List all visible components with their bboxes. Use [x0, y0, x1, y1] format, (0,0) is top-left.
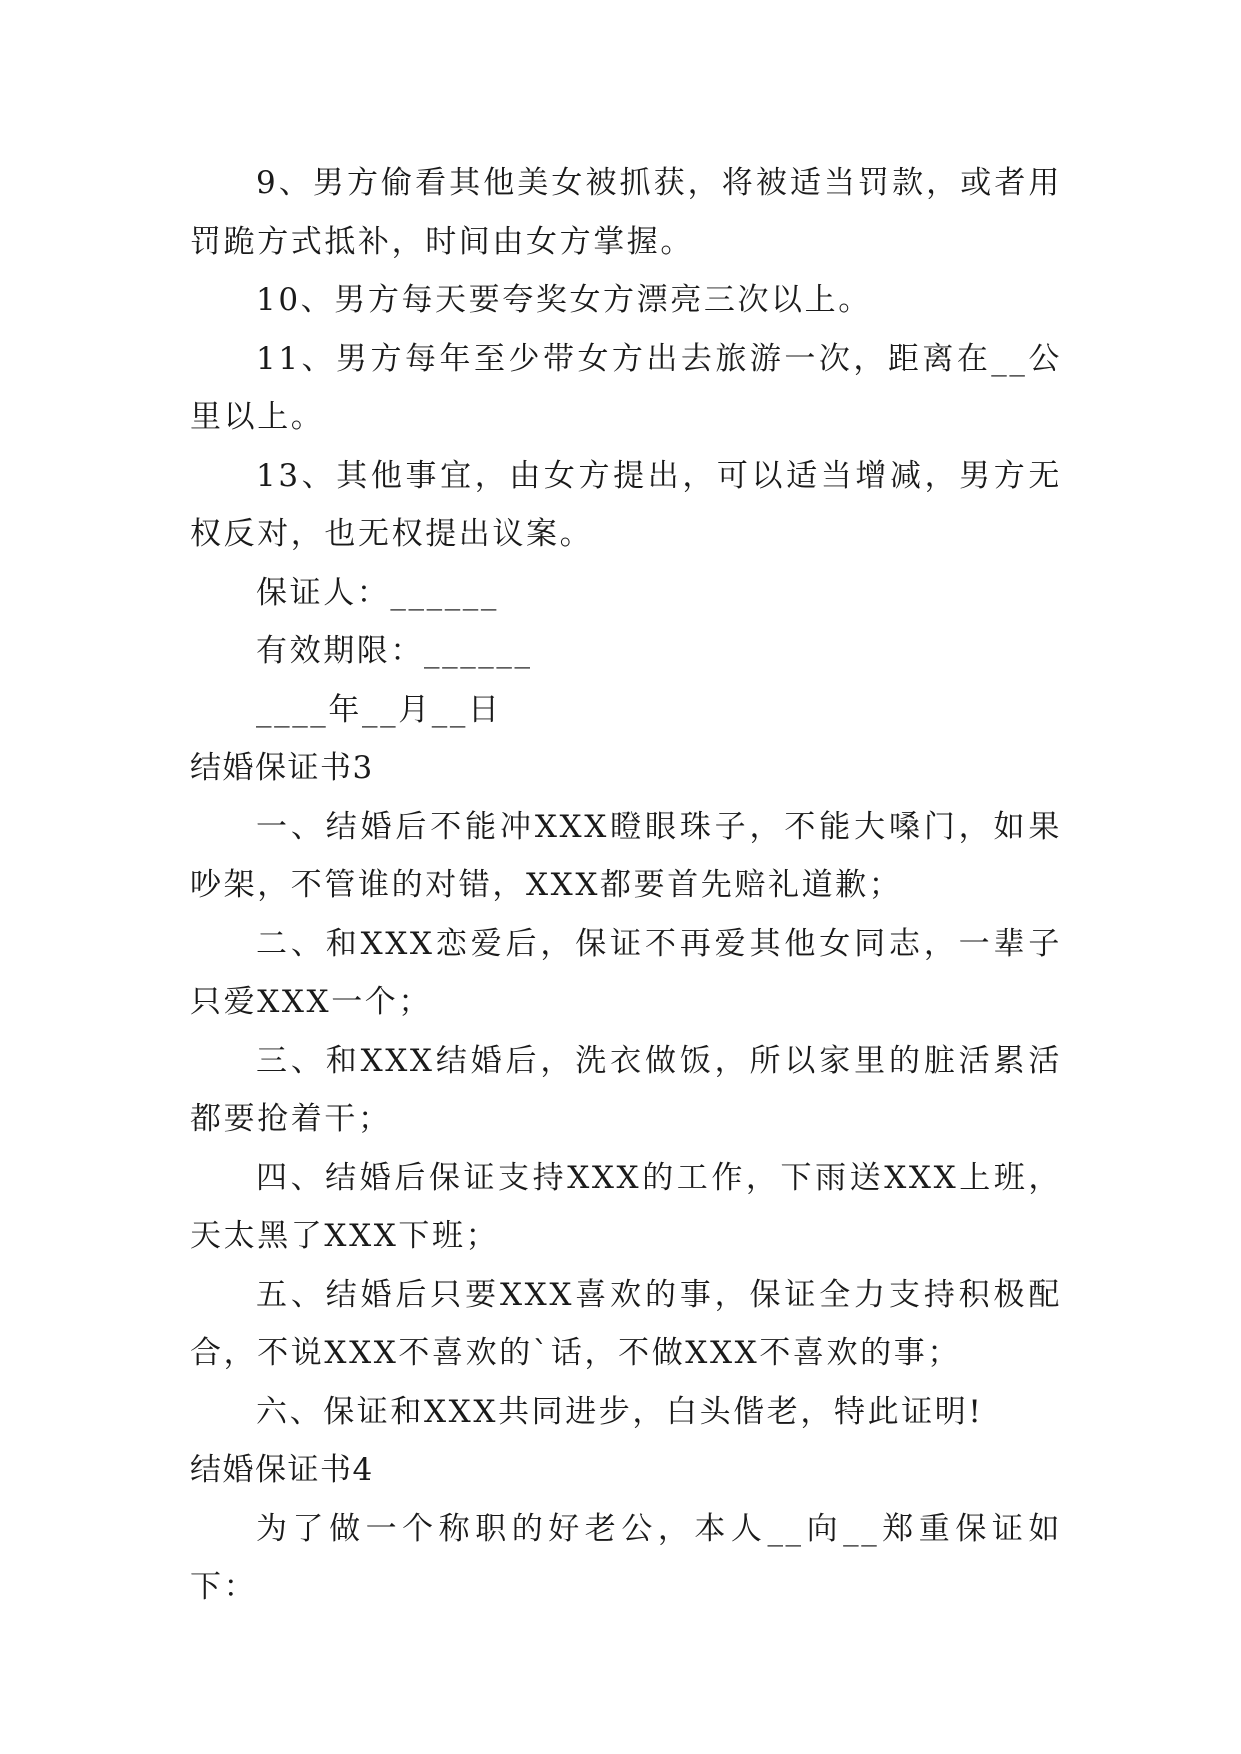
paragraph-item-4: 四、结婚后保证支持XXX的工作，下雨送XXX上班，天太黑了XXX下班； [190, 1159, 1062, 1254]
date-line: ____年__月__日 [256, 691, 502, 728]
paragraph-clause-9: 9、男方偷看其他美女被抓获，将被适当罚款，或者用罚跪方式抵补，时间由女方掌握。 [190, 165, 1062, 260]
section-heading-4: 结婚保证书4 [190, 1452, 374, 1488]
paragraph-item-6: 六、保证和XXX共同进步，白头偕老，特此证明! [256, 1393, 984, 1430]
paragraph-clause-11: 11、男方每年至少带女方出去旅游一次，距离在__公里以上。 [190, 340, 1062, 435]
paragraph-item-1: 一、结婚后不能冲XXX瞪眼珠子，不能大嗓门，如果吵架，不管谁的对错，XXX都要首先赔礼道歉； [190, 808, 1062, 903]
section-heading-3: 结婚保证书3 [190, 750, 374, 786]
paragraph-clause-13: 13、其他事宜，由女方提出，可以适当增减，男方无权反对，也无权提出议案。 [190, 457, 1062, 552]
paragraph-clause-10: 10、男方每天要夸奖女方漂亮三次以上。 [256, 282, 872, 318]
paragraph-item-2: 二、和XXX恋爱后，保证不再爱其他女同志，一辈子只爱XXX一个； [190, 925, 1062, 1020]
validity-period-line: 有效期限：______ [256, 633, 533, 669]
paragraph-intro-4: 为了做一个称职的好老公，本人__向__郑重保证如下： [190, 1510, 1062, 1605]
document-body [190, 154, 1062, 1617]
paragraph-item-5: 五、结婚后只要XXX喜欢的事，保证全力支持积极配合，不说XXX不喜欢的`话，不做XXX不喜欢的事； [190, 1276, 1062, 1371]
paragraph-item-3: 三、和XXX结婚后，洗衣做饭，所以家里的脏活累活都要抢着干； [190, 1042, 1062, 1137]
guarantor-line: 保证人：______ [256, 574, 499, 611]
